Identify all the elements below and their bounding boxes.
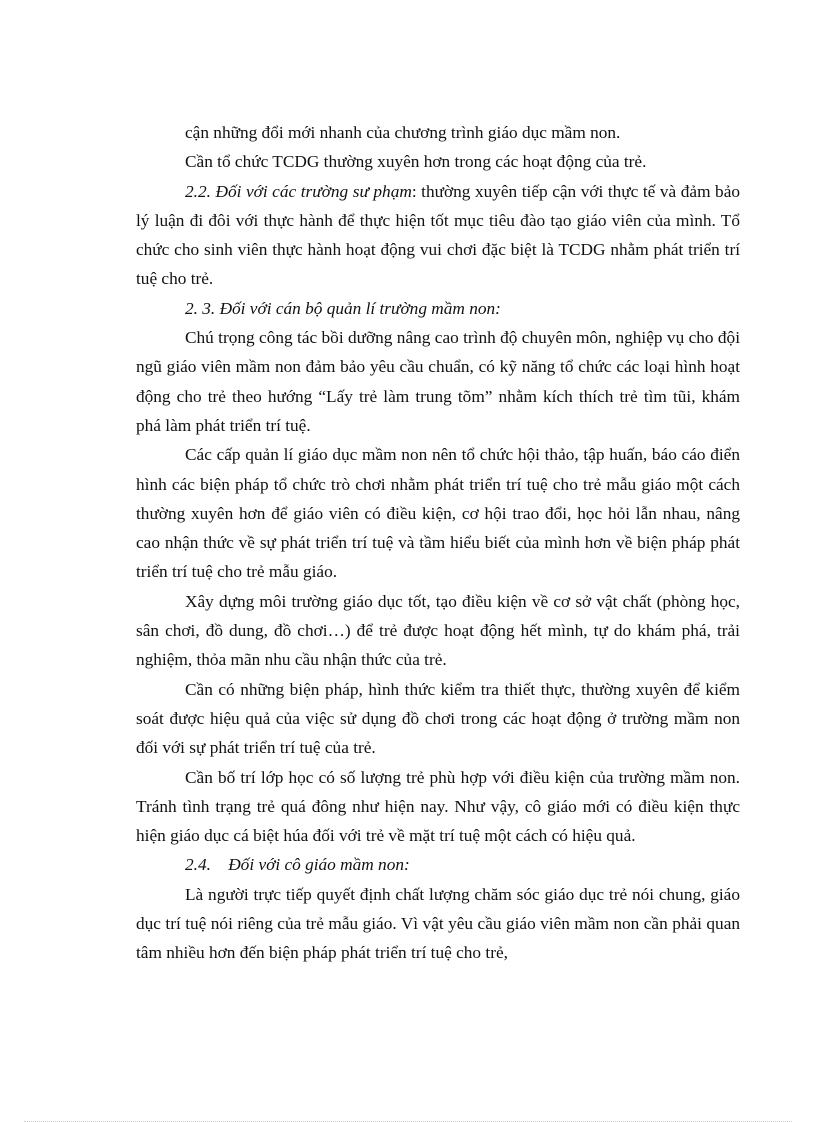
paragraph (136, 587, 740, 675)
paragraph (136, 323, 740, 440)
paragraph (136, 850, 740, 879)
paragraph (136, 294, 740, 323)
section-heading: 2.2. Đối với các trường sư phạm (185, 181, 412, 201)
section-heading: 2. 3. Đối với cán bộ quản lí trường mầm non: (185, 298, 501, 318)
page-bottom-divider (24, 1121, 792, 1122)
paragraph (136, 675, 740, 763)
paragraph-text: Cần có những biện pháp, hình thức kiểm tra thiết thực, thường xuyên để kiểm soát được hiệu quả của việc sử dụng đồ chơi trong các hoạt động ở trường mầm non đối với sự phát triển trí tuệ của trẻ. (136, 679, 740, 758)
paragraph (136, 118, 740, 147)
paragraph (136, 177, 740, 294)
paragraph-text: Xây dựng môi trường giáo dục tốt, tạo điều kiện về cơ sở vật chất (phòng học, sân chơi, đồ dung, đồ chơi…) để trẻ được hoạt động hết mình, tự do khám phá, trải nghiệm, thỏa mãn nhu cầu nhận thức của trẻ. (136, 591, 740, 670)
paragraph-text: Cần tổ chức TCDG thường xuyên hơn trong các hoạt động của trẻ. (185, 152, 647, 172)
paragraph (136, 440, 740, 586)
section-heading: 2.4. Đối với cô giáo mầm non: (185, 855, 410, 875)
paragraph-text: cận những đổi mới nhanh của chương trình giáo dục mầm non. (185, 123, 621, 142)
document-body (136, 118, 740, 968)
paragraph-text: Là người trực tiếp quyết định chất lượng chăm sóc giáo dục trẻ nói chung, giáo dục trí tuệ nói riêng của trẻ mẫu giáo. Vì vật yêu cầu giáo viên mầm non cần phải quan tâm nhiều hơn đến biện pháp phát triển trí tuệ cho trẻ, (136, 884, 740, 963)
paragraph-text: Chú trọng công tác bồi dưỡng nâng cao trình độ chuyên môn, nghiệp vụ cho đội ngũ giáo viên mầm non đảm bảo yêu cầu chuẩn, có kỹ năng tổ chức các loại hình hoạt động cho trẻ theo hướng “Lấy trẻ làm trung tõm” nhằm kích thích trẻ tìm tũi, khám phá làm phát triển trí tuệ. (136, 328, 740, 435)
paragraph-text: Các cấp quản lí giáo dục mầm non nên tổ chức hội thảo, tập huấn, báo cáo điển hình các biện pháp tổ chức trò chơi nhằm phát triển trí tuệ cho trẻ mẫu giáo một cách thường xuyên hơn để giáo viên có điều kiện, cơ hội trao đổi, học hỏi lẫn nhau, nâng cao nhận thức về sự phát triển trí tuệ và tầm hiểu biết của mình hơn về biện pháp phát triển trí tuệ cho trẻ mẫu giáo. (136, 445, 740, 582)
paragraph (136, 880, 740, 968)
paragraph (136, 147, 740, 176)
paragraph-text: Cần bố trí lớp học có số lượng trẻ phù hợp với điều kiện của trường mầm non. Tránh tình trạng trẻ quá đông như hiện nay. Như vậy, cô giáo mới có điều kiện thực hiện giáo dục cá biệt húa đối với trẻ về mặt trí tuệ một cách có hiệu quả. (136, 767, 740, 846)
paragraph (136, 763, 740, 851)
paragraph-text: : thường xuyên tiếp cận với thực tế và đảm bảo lý luận đi đôi với thực hành để thực hiện tốt mục tiêu đào tạo giáo viên của mình. Tổ chức cho sinh viên thực hành hoạt động vui chơi đặc biệt là TCDG nhằm phát triển trí tuệ cho trẻ. (136, 181, 741, 289)
